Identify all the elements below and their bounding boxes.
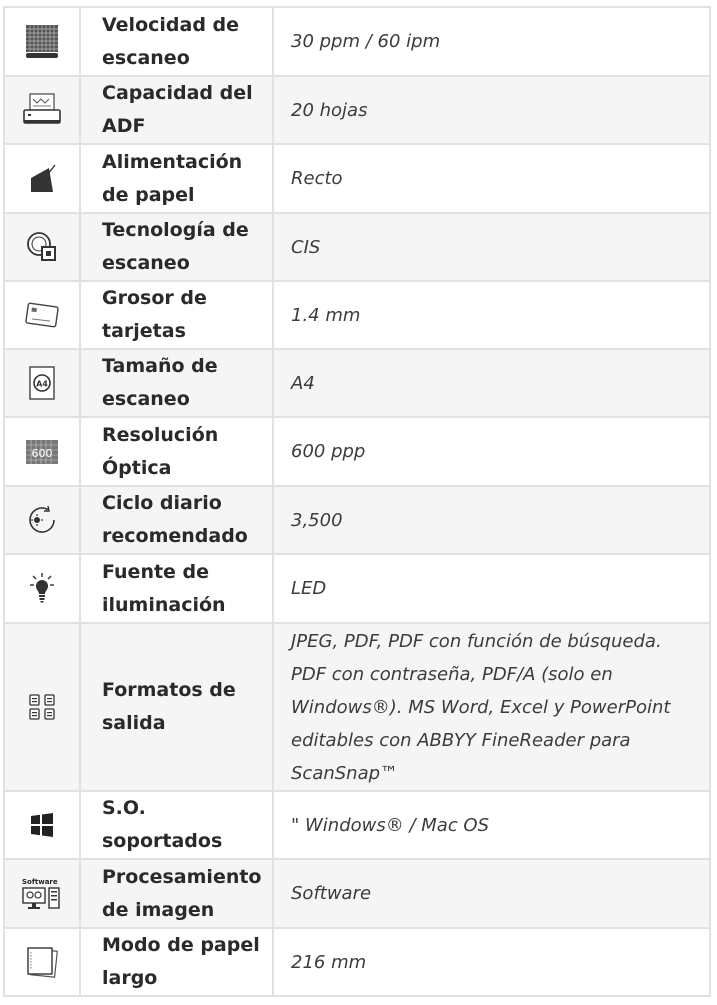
spec-label: Ciclo diario recomendado bbox=[80, 486, 273, 554]
resolution-600-icon bbox=[24, 437, 60, 467]
spec-row-daily-cycle bbox=[4, 486, 710, 554]
spec-label: Tamaño de escaneo bbox=[80, 349, 273, 417]
ccd-sensor-icon bbox=[25, 230, 59, 264]
card-icon bbox=[24, 300, 60, 330]
spec-row-output-formats bbox=[4, 623, 710, 791]
spec-value: 1.4 mm bbox=[273, 281, 710, 349]
spec-row-image-processing bbox=[4, 859, 710, 928]
spec-value: 30 ppm / 60 ipm bbox=[273, 7, 710, 76]
spec-value: A4 bbox=[273, 349, 710, 417]
spec-row-long-paper bbox=[4, 928, 710, 996]
spec-label: Tecnología de escaneo bbox=[80, 213, 273, 281]
spec-row-adf-capacity bbox=[4, 76, 710, 144]
software-icon-text: Software bbox=[22, 877, 58, 886]
long-paper-icon bbox=[22, 944, 62, 980]
spec-row-scan-size bbox=[4, 349, 710, 417]
spec-value: 20 hojas bbox=[273, 76, 710, 144]
a4-paper-icon bbox=[27, 365, 57, 401]
spec-label: Grosor de tarjetas bbox=[80, 281, 273, 349]
spec-value: JPEG, PDF, PDF con función de búsqueda. PDF con contraseña, PDF/A (solo en Windows®). MS Word, Excel y PowerPoint editables con ABBYY FineReader para ScanSnap™ bbox=[273, 623, 710, 791]
software-computer-icon bbox=[20, 876, 64, 912]
spec-label: Alimentación de papel bbox=[80, 144, 273, 213]
spec-value: Recto bbox=[273, 144, 710, 213]
svg-text:A4: A4 bbox=[36, 379, 48, 389]
spec-label: Fuente de iluminación bbox=[80, 554, 273, 623]
spec-value: 3,500 bbox=[273, 486, 710, 554]
spec-row-scan-speed bbox=[4, 7, 710, 76]
spec-row-supported-os bbox=[4, 791, 710, 859]
spec-label: Formatos de salida bbox=[80, 623, 273, 791]
spec-label: Resolución Óptica bbox=[80, 417, 273, 486]
scan-speed-icon bbox=[23, 23, 61, 61]
spec-value: " Windows® / Mac OS bbox=[273, 791, 710, 859]
spec-label: Capacidad del ADF bbox=[80, 76, 273, 144]
spec-value: Software bbox=[273, 859, 710, 928]
spec-row-scan-technology bbox=[4, 213, 710, 281]
spec-value: LED bbox=[273, 554, 710, 623]
spec-value: 216 mm bbox=[273, 928, 710, 996]
spec-row-card-thickness bbox=[4, 281, 710, 349]
svg-text:600: 600 bbox=[31, 446, 53, 460]
adf-capacity-icon bbox=[20, 91, 64, 129]
spec-table bbox=[3, 6, 711, 997]
spec-label: Velocidad de escaneo bbox=[80, 7, 273, 76]
day-night-cycle-icon bbox=[24, 502, 60, 538]
spec-row-paper-feed bbox=[4, 144, 710, 213]
spec-label: Modo de papel largo bbox=[80, 928, 273, 996]
output-formats-icon bbox=[26, 691, 58, 723]
spec-label: S.O. soportados bbox=[80, 791, 273, 859]
spec-label: Procesamiento de imagen bbox=[80, 859, 273, 928]
spec-value: CIS bbox=[273, 213, 710, 281]
spec-value: 600 ppp bbox=[273, 417, 710, 486]
paper-feed-icon bbox=[25, 162, 59, 196]
light-bulb-icon bbox=[25, 571, 59, 607]
spec-row-optical-resolution bbox=[4, 417, 710, 486]
windows-logo-icon bbox=[28, 811, 56, 839]
spec-row-light-source bbox=[4, 554, 710, 623]
spec-sheet bbox=[3, 6, 711, 997]
